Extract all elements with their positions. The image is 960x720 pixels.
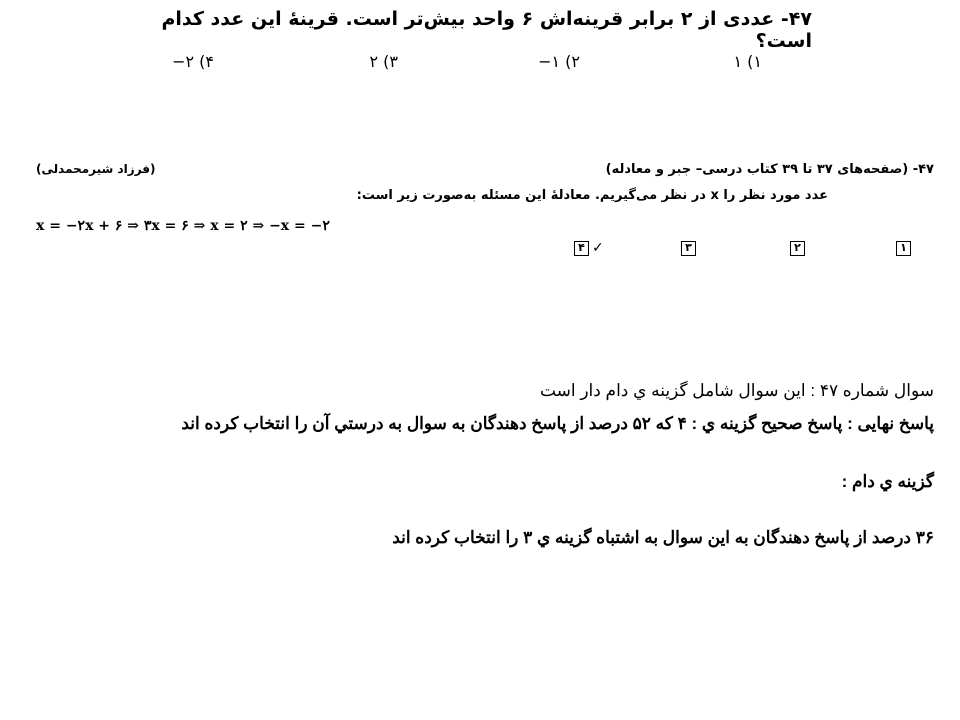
solution-text: عدد مورد نظر را x در نظر می‌گیریم. معادلهٔ این مسئله به‌صورت زیر است:: [356, 188, 828, 203]
option-2: ۲) ۱−: [538, 52, 580, 71]
checkmark-icon: ✓: [592, 240, 604, 256]
stat-line-trap-detail: ۳۶ درصد از پاسخ دهندگان به این سوال به اشتباه گزینه ي ۳ را انتخاب کرده اند: [392, 528, 934, 547]
answer-box-4: ۴: [574, 241, 589, 256]
solution-header: ۴۷- (صفحه‌های ۳۷ تا ۳۹ کتاب درسی– جبر و معادله): [605, 162, 934, 177]
answer-box-1: ۱: [896, 241, 911, 256]
solution-author: (فرزاد شیرمحمدلی): [36, 162, 156, 176]
stat-line-question-info: سوال شماره ۴۷ : این سوال شامل گزینه ي دام دار است: [539, 381, 934, 400]
question-text: ۴۷- عددی از ۲ برابر قرینه‌اش ۶ واحد بیش‌تر است. قرینهٔ این عدد کدام است؟: [161, 8, 812, 52]
option-4: ۴) ۲−: [172, 52, 214, 71]
solution-equation: x = −۲x + ۶ ⇒ ۳x = ۶ ⇒ x = ۲ ⇒ −x = −۲: [36, 218, 330, 234]
option-3: ۳) ۲: [369, 52, 398, 71]
option-1: ۱) ۱: [733, 52, 762, 71]
stat-line-final-answer: پاسخ نهایی : پاسخ صحیح گزینه ي : ۴ که ۵۲ درصد از پاسخ دهندگان به سوال به درستي آن را انتخاب کرده اند: [181, 414, 934, 433]
stat-line-trap-label: گزینه ي دام :: [841, 472, 934, 491]
answer-box-3: ۳: [681, 241, 696, 256]
answer-box-2: ۲: [790, 241, 805, 256]
